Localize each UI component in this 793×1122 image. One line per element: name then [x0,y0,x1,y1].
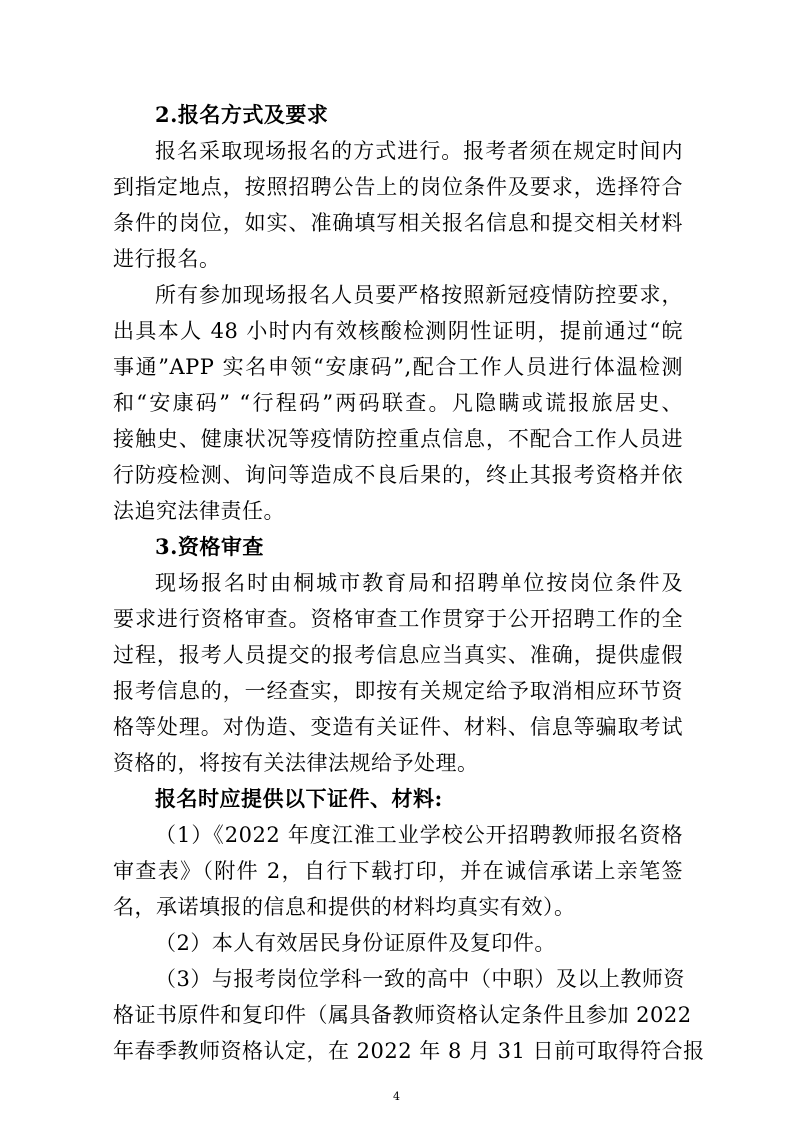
paragraph-line: 现场报名时由桐城市教育局和招聘单位按岗位条件及 [155,571,683,595]
list-item-line: 格证书原件和复印件（属具备教师资格认定条件且参加 2022 [113,1003,692,1027]
section-heading-qualification: 3.资格审查 [155,534,264,559]
list-item-line: 名，承诺填报的信息和提供的材料均真实有效）。 [113,895,576,919]
page-number: 4 [393,1090,400,1103]
paragraph-line: 资格的，将按有关法律法规给予处理。 [113,751,479,775]
list-item-line: 年春季教师资格认定，在 2022 年 8 月 31 日前可取得符合报 [113,1039,705,1063]
paragraph-line: 所有参加现场报名人员要严格按照新冠疫情防控要求， [155,283,683,307]
paragraph-line: 进行报名。 [113,247,221,271]
paragraph-line: 格等处理。对伪造、变造有关证件、材料、信息等骗取考试 [113,715,683,739]
paragraph-line: 到指定地点，按照招聘公告上的岗位条件及要求，选择符合 [113,175,683,199]
list-item-line: （2）本人有效居民身份证原件及复印件。 [155,931,556,955]
paragraph-line: 报考信息的，一经查实，即按有关规定给予取消相应环节资 [113,679,683,703]
paragraph-line: 接触史、健康状况等疫情防控重点信息，不配合工作人员进 [113,427,683,451]
materials-heading: 报名时应提供以下证件、材料: [155,786,443,811]
paragraph-line: 要求进行资格审查。资格审查工作贯穿于公开招聘工作的全 [113,607,683,631]
paragraph-line: 过程，报考人员提交的报考信息应当真实、准确，提供虚假 [113,643,683,667]
paragraph-line: 法追究法律责任。 [113,499,285,523]
paragraph-line: 行防疫检测、询问等造成不良后果的，终止其报考资格并依 [113,463,683,487]
list-item-line: （3）与报考岗位学科一致的高中（中职）及以上教师资 [155,967,685,991]
list-item-line: （1）《2022 年度江淮工业学校公开招聘教师报名资格 [155,823,683,847]
section-heading-registration: 2.报名方式及要求 [155,102,329,127]
list-item-line: 审查表》（附件 2，自行下载打印，并在诚信承诺上亲笔签 [113,859,683,883]
paragraph-line: 报名采取现场报名的方式进行。报考者须在规定时间内 [155,139,683,163]
paragraph-line: 出具本人 48 小时内有效核酸检测阴性证明，提前通过“皖 [113,319,683,343]
paragraph-line: 事通”APP 实名申领“安康码”,配合工作人员进行体温检测 [113,355,683,379]
paragraph-line: 和“安康码” “行程码”两码联查。凡隐瞒或谎报旅居史、 [113,391,683,415]
paragraph-line: 条件的岗位，如实、准确填写相关报名信息和提交相关材料 [113,211,683,235]
